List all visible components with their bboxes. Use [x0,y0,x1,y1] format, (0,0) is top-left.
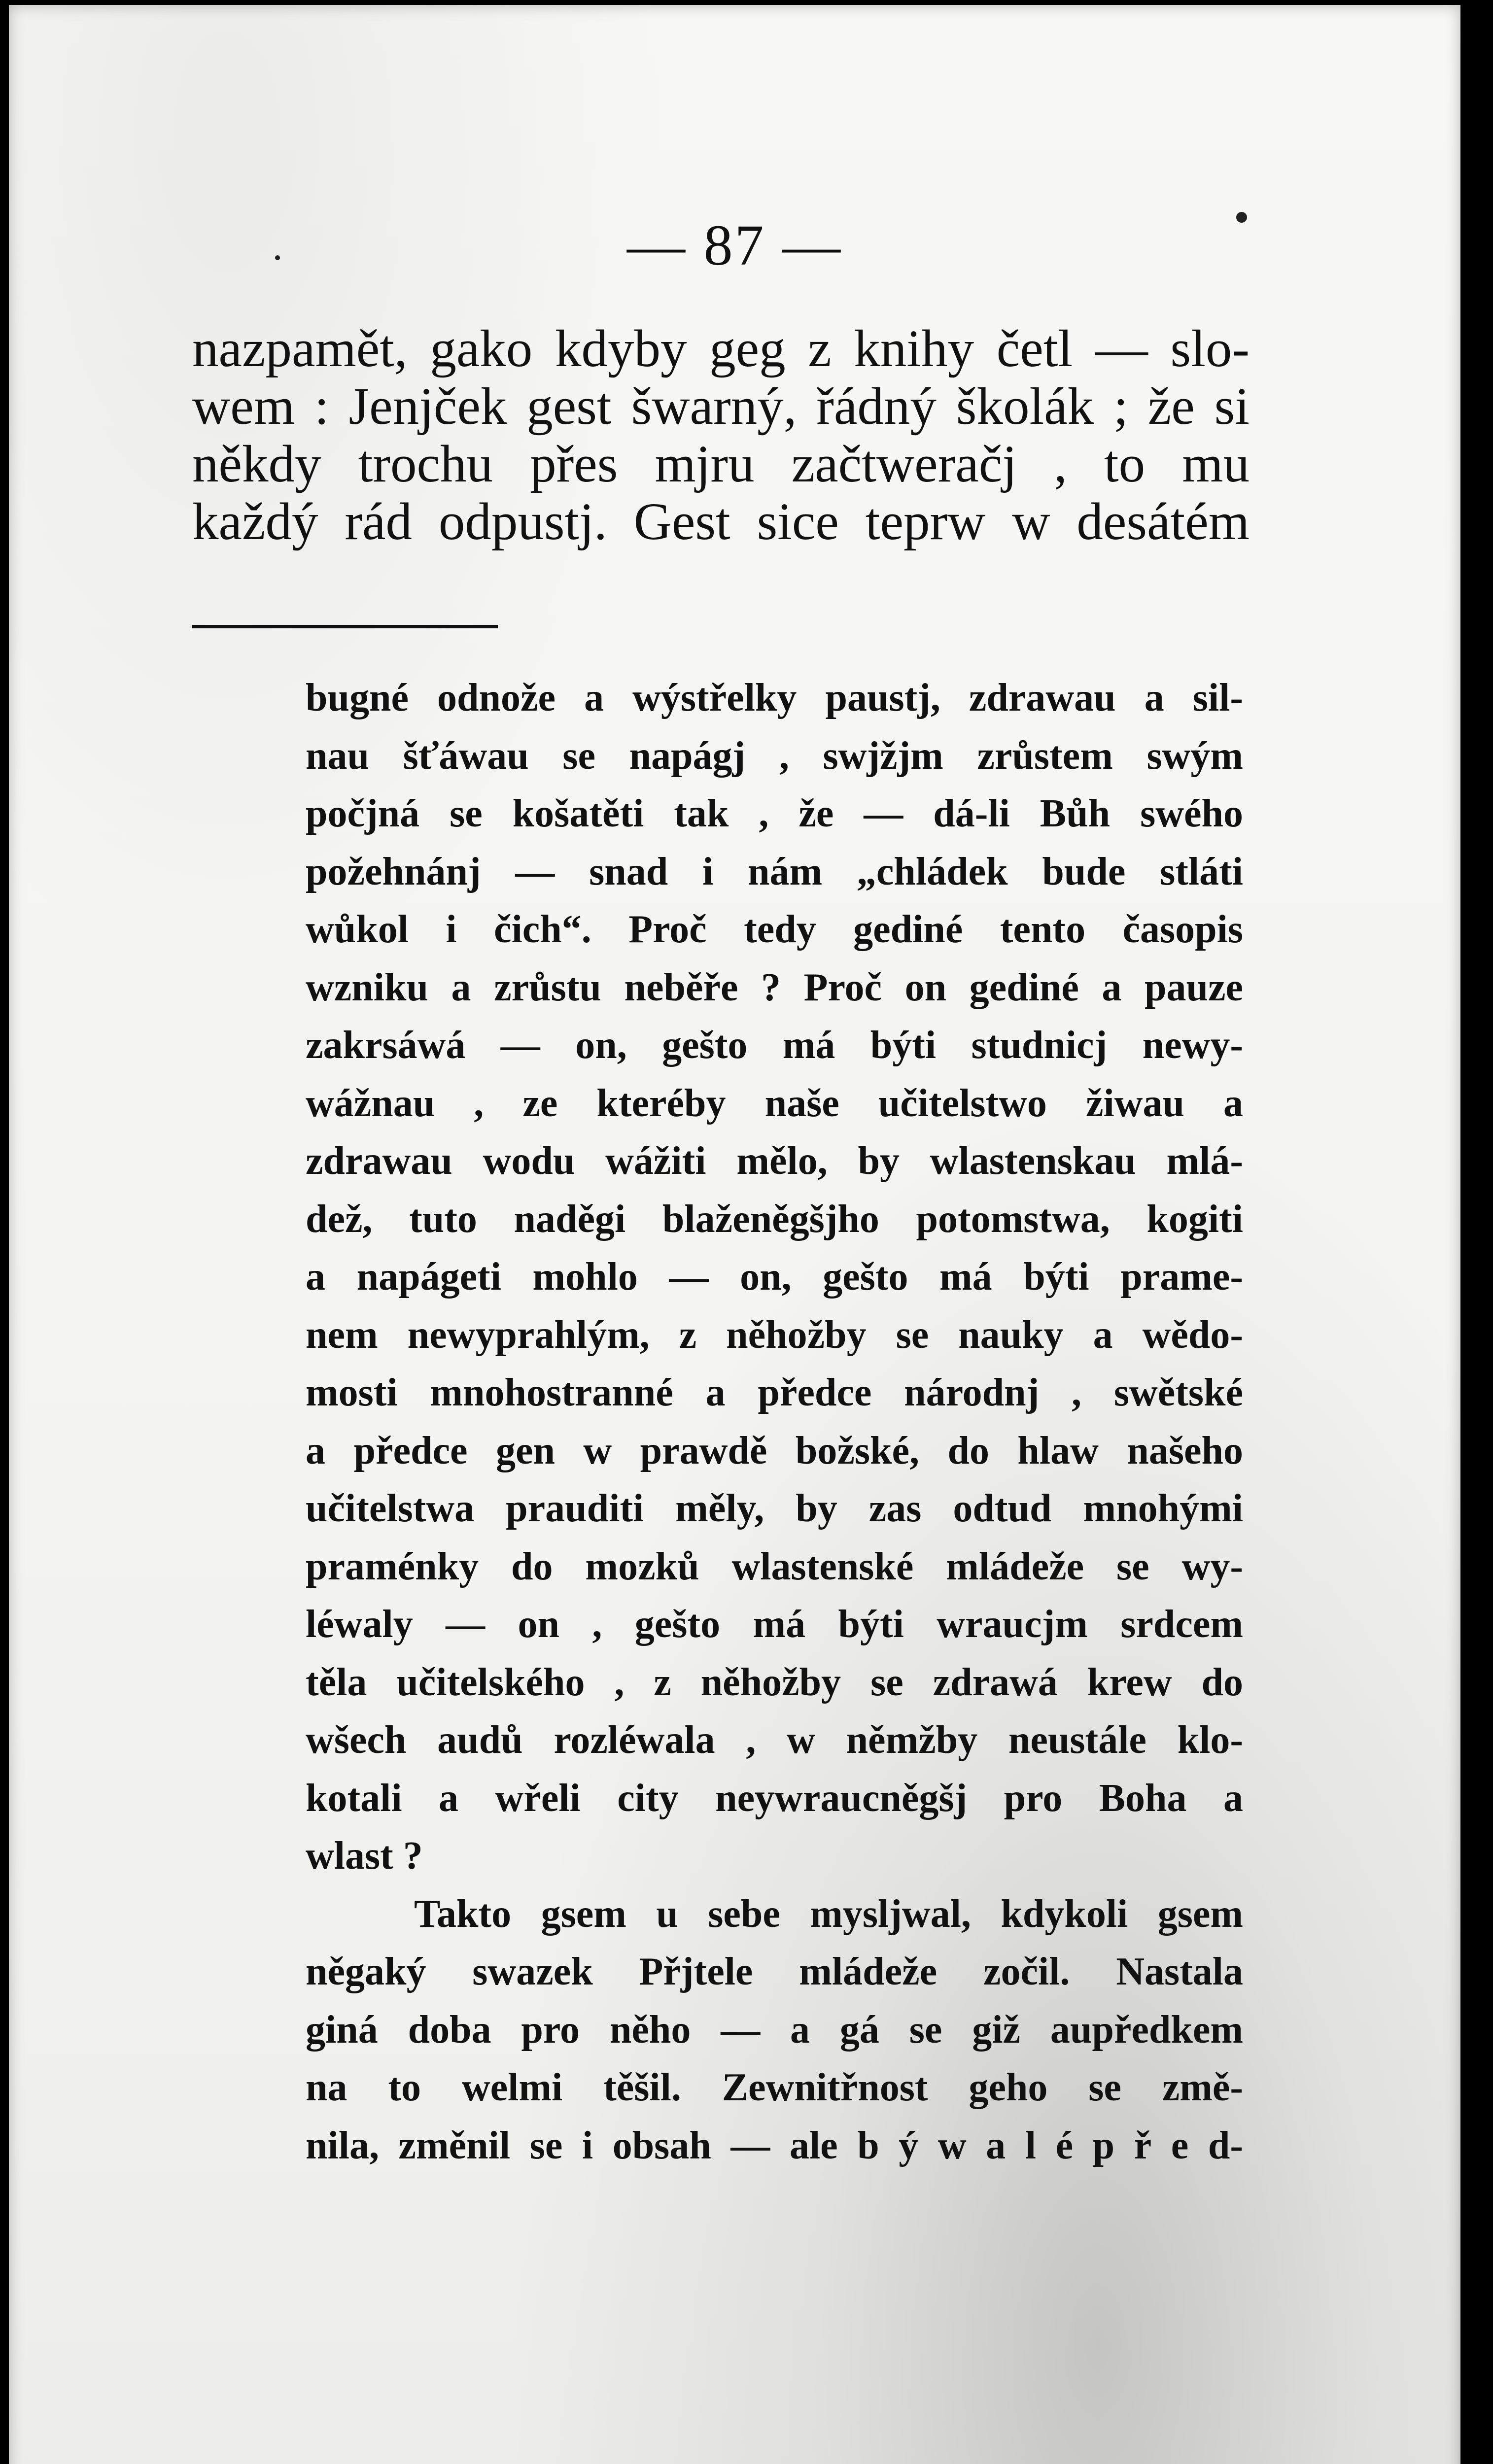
footnote-line: léwaly — on , gešto má býti wraucjm srdcem [306,1603,1243,1646]
footnote-line: wlast ? [306,1834,423,1878]
footnote-line: giná doba pro něho — a gá se giž aupředkem [306,2008,1243,2052]
ink-speck [275,255,280,260]
ink-speck [1236,212,1247,223]
footnote-line: požehnánj — snad i nám „chládek bude stláti [306,850,1243,893]
footnote-line: počjná se košatěti tak , že — dá-li Bůh swého [306,792,1243,835]
footnote-text-block [306,669,1243,2175]
footnote-line: dež, tuto naděgi blaženěgšjho potomstwa, kogiti [306,1197,1243,1241]
footnote-line: wážnau , ze kteréby naše učitelstwo žiwau a [306,1081,1243,1125]
footnote-line: wšech audů rozléwala , w němžby neustále klo- [306,1718,1243,1762]
footnote-line: a předce gen w prawdě božské, do hlaw našeho [306,1429,1243,1472]
footnote-line: nem newyprahlým, z něhožby se nauky a wědo- [306,1313,1243,1357]
footnote-separator-rule [192,625,498,628]
footnote-line: zakrsáwá — on, gešto má býti studnicj newy- [306,1024,1243,1067]
footnote-line: Takto gsem u sebe mysljwal, kdykoli gsem [414,1892,1243,1936]
main-text-line: někdy trochu přes mjru začtweračj , to mu [192,435,1250,493]
footnote-line: nila, změnil se i obsah — ale b ý w a l é p ř e d- [306,2123,1243,2167]
footnote-line: praménky do mozků wlastenské mládeže se wy- [306,1544,1243,1588]
footnote-line: bugné odnože a wýstřelky paustj, zdrawau a sil- [306,676,1243,719]
book-page [9,5,1460,2464]
footnote-line: na to welmi těšil. Zewnitřnost geho se změ- [306,2066,1243,2109]
main-text-line: wem : Jenjček gest šwarný, řádný školák ; že si [192,377,1250,436]
footnote-line: kotali a wřeli city neywraucněgšj pro Boha a [306,1776,1243,1820]
footnote-line: nau šťáwau se napágj , swjžjm zrůstem swým [306,734,1243,778]
footnote-line: wzniku a zrůstu neběře ? Proč on gediné a pauze [306,965,1243,1009]
main-text-line: každý rád odpustj. Gest sice teprw w desátém [192,493,1250,551]
main-text-block [192,320,1250,551]
footnote-line: wůkol i čich“. Proč tedy gediné tento časopis [306,908,1243,951]
main-text-line: nazpamět, gako kdyby geg z knihy četl — slo- [192,320,1250,378]
footnote-line: a napágeti mohlo — on, gešto má býti prame- [306,1255,1243,1299]
footnote-line: zdrawau wodu wážiti mělo, by wlastenskau mlá- [306,1139,1243,1183]
footnote-line: učitelstwa prauditi měly, by zas odtud mnohými [306,1487,1243,1530]
footnote-line: mosti mnohostranné a předce národnj , swětské [306,1371,1243,1414]
footnote-line: něgaký swazek Přjtele mládeže zočil. Nastala [306,1950,1243,1993]
footnote-line: těla učitelského , z něhožby se zdrawá krew do [306,1660,1243,1704]
page-number: — 87 — [627,213,842,277]
